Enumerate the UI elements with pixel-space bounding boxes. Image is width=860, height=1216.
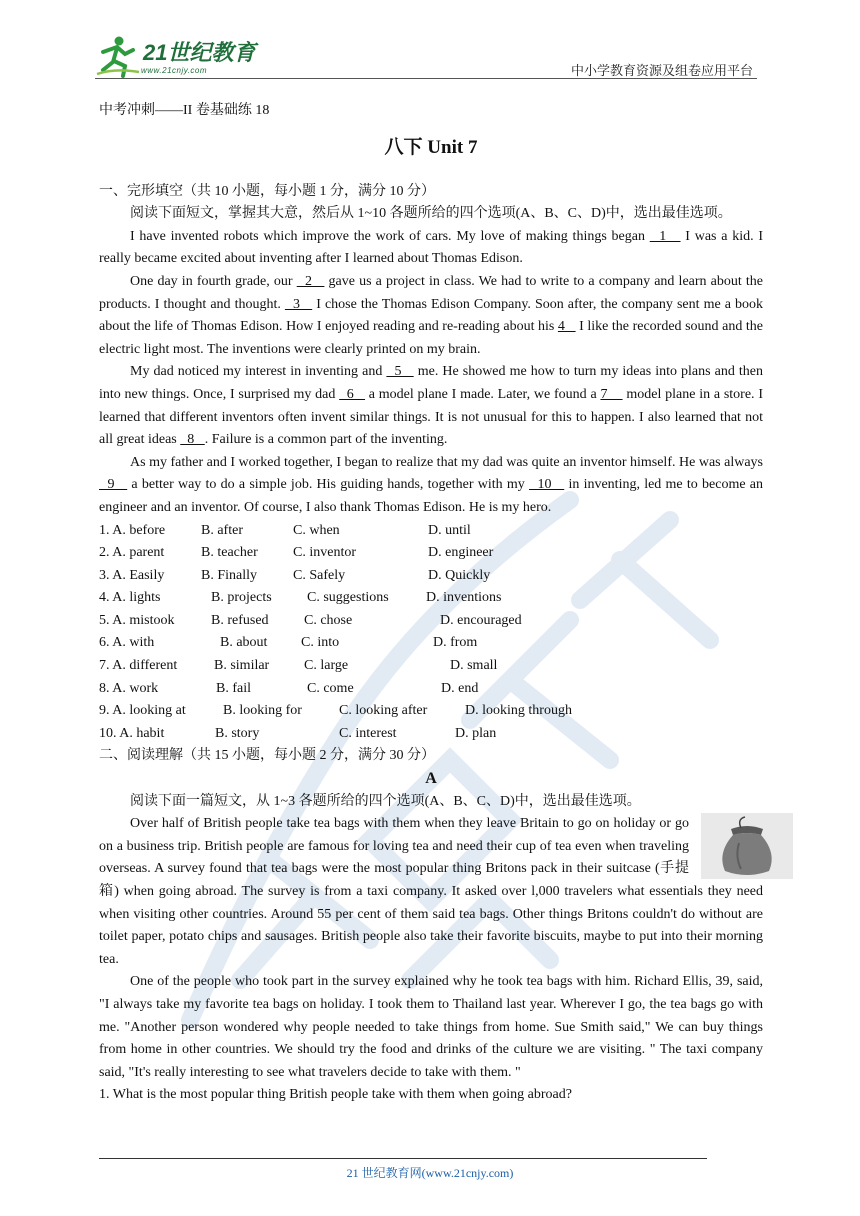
section1-instruction: 阅读下面短文，掌握其大意，然后从 1~10 各题所给的四个选项(A、B、C、D)中，选出最佳选项。 bbox=[130, 206, 732, 222]
header-divider bbox=[95, 78, 757, 79]
blank-2: 2 bbox=[296, 273, 325, 289]
reading-paragraph-2: One of the people who took part in the survey explained why he took tea bags with him. Richard Ellis, 39, said, "I always take my favorite tea bags on holiday. I took them to Thailand last year. Wherever I go, the tea bags go with me. "Another person wondered why people needed to take things from home. Sue Smith said," We can buy things from home in other countries. We should try the food and drinks of the culture we are visiting. " The taxi company said, "It's really interesting to see what travelers decide to take with them. " bbox=[99, 974, 763, 1080]
option-row: 9. A. looking at B. looking for C. looking after D. looking through bbox=[99, 703, 572, 719]
blank-10: 10 bbox=[529, 477, 565, 493]
platform-name: 中小学教育资源及组卷应用平台 bbox=[570, 63, 753, 78]
option-row: 4. A. lights B. projects C. suggestions D. inventions bbox=[99, 590, 502, 606]
question-1: 1. What is the most popular thing British people take with them when going abroad? bbox=[99, 1087, 572, 1103]
doc-subtitle: 中考冲刺——II 卷基础练 18 bbox=[99, 103, 270, 118]
blank-5: 5 bbox=[386, 364, 414, 380]
page-header bbox=[95, 30, 757, 78]
runner-logo-icon bbox=[95, 34, 141, 78]
cloze-paragraph-1: I have invented robots which improve the work of cars. My love of making things began 1 I was a kid. I really became excited about inventing after I learned about Thomas Edison. bbox=[99, 228, 764, 267]
option-row: 10. A. habit B. story C. interest D. plan bbox=[99, 725, 497, 741]
tea-bag-image bbox=[701, 813, 793, 879]
tea-bag-icon bbox=[701, 813, 793, 879]
option-row: 6. A. with B. about C. into D. from bbox=[99, 635, 478, 651]
option-row: 8. A. work B. fail C. come D. end bbox=[99, 680, 479, 696]
doc-title: 八下 Unit 7 bbox=[384, 136, 478, 158]
blank-6: 6 bbox=[339, 386, 366, 402]
footer-source: 21 世纪教育网(www.21cnjy.com) bbox=[346, 1166, 514, 1180]
option-row: 2. A. parent B. teacher C. inventor D. engineer bbox=[99, 545, 494, 561]
blank-3: 3 bbox=[284, 296, 313, 312]
blank-1: 1 bbox=[649, 228, 681, 244]
cloze-paragraph-2: One day in fourth grade, our 2 gave us a project in class. We had to write to a company and learn about the products. I thought and thought. 3 I chose the Thomas Edison Company. Soon after, the company sent me a book about the life of Thomas Edison. How I enjoyed reading and re-reading about his 4 I like the recorded sound and the electric light most. The inventions were clearly printed on my brain. bbox=[99, 273, 764, 357]
option-row: 5. A. mistook B. refused C. chose D. encouraged bbox=[99, 612, 522, 628]
section2-instruction: 阅读下面一篇短文，从 1~3 各题所给的四个选项(A、B、C、D)中，选出最佳选项。 bbox=[130, 793, 641, 809]
logo-url: www.21cnjy.com bbox=[141, 66, 207, 75]
option-row: 3. A. Easily B. Finally C. Safely D. Quickly bbox=[99, 567, 491, 583]
document-body bbox=[99, 100, 763, 1107]
site-logo bbox=[95, 34, 265, 78]
section1-heading: 一、完形填空（共 10 小题，每小题 1 分，满分 10 分） bbox=[99, 183, 435, 199]
blank-8: 8 bbox=[180, 432, 205, 448]
blank-4: 4 bbox=[557, 319, 576, 335]
options-list bbox=[99, 520, 763, 746]
cloze-paragraph-3: My dad noticed my interest in inventing and 5 me. He showed me how to turn my ideas into plans and then into new things. Once, I surprised my dad 6 a model plane I made. Later, we found a 7 model plane in a store. I learned that different inventors often invent similar things. It is not unusual for this to happen. I also learned that not all great ideas 8 . Failure is a common part of the inventing. bbox=[99, 364, 764, 448]
option-row: 1. A. before B. after C. when D. until bbox=[99, 522, 471, 538]
reading-paragraph-1: Over half of British people take tea bags with them when they leave Britain to go on holiday or go on a business trip. British people are famous for loving tea and need their cup of tea even when traveling overseas. A survey found that tea bags were the most popular thing Britons pack in their suitcase (手提箱) when going abroad. The survey is from a taxi company. It asked over l,000 travelers what essentials they need when visiting other countries. Around 55 per cent of them said tea bags. Other things Britons couldn't do without are toilet paper, potato chips and sausages. British people also take their favorite biscuits, maybe to put into their morning tea. bbox=[99, 816, 763, 967]
section2-heading: 二、阅读理解（共 15 小题，每小题 2 分，满分 30 分） bbox=[99, 748, 435, 764]
blank-9: 9 bbox=[99, 477, 128, 493]
footer-divider bbox=[99, 1158, 707, 1159]
cloze-paragraph-4: As my father and I worked together, I began to realize that my dad was quite an inventor himself. He was always 9 a better way to do a simple job. His guiding hands, together with my 10 in inventing, led me to become an engineer and an inventor. Of course, I also thank Thomas Edison. He is my hero. bbox=[99, 454, 763, 515]
part-label: A bbox=[425, 770, 437, 788]
logo-text: 21世纪教育 bbox=[143, 40, 256, 65]
option-row: 7. A. different B. similar C. large D. small bbox=[99, 658, 498, 674]
blank-7: 7 bbox=[600, 386, 623, 402]
